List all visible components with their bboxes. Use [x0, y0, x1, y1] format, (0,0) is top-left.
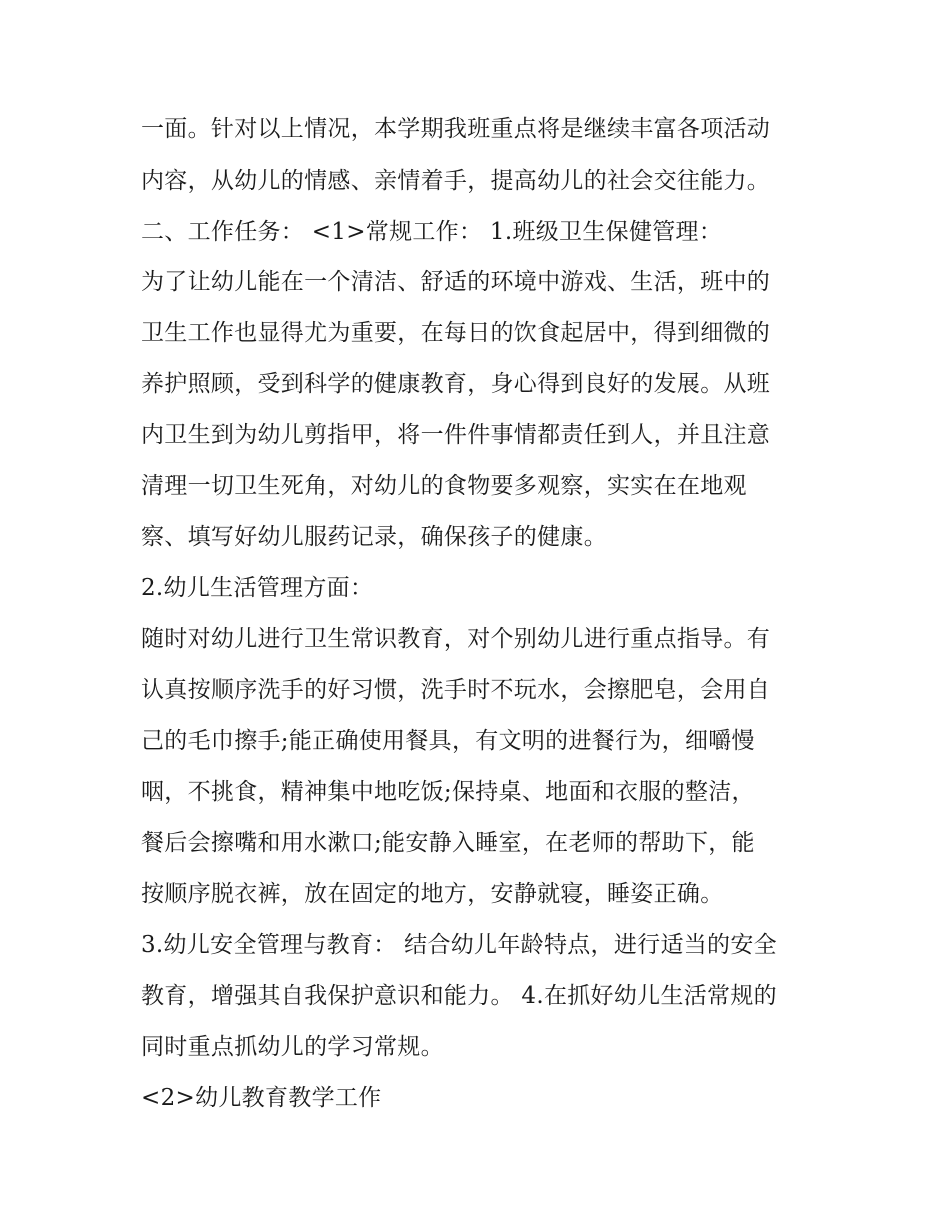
text-line: 己的毛巾擦手;能正确使用餐具，有文明的进餐行为，细嚼慢	[141, 728, 755, 754]
text-line: 养护照顾，受到科学的健康教育，身心得到良好的发展。从班	[141, 371, 771, 397]
text-line: 同时重点抓幼儿的学习常规。	[141, 1034, 444, 1060]
text-line: 清理一切卫生死角，对幼儿的食物要多观察，实实在在地观	[141, 473, 747, 499]
text-line: 为了让幼儿能在一个清洁、舒适的环境中游戏、生活，班中的	[141, 269, 771, 295]
text-line: 餐后会擦嘴和用水漱口;能安静入睡室，在老师的帮助下，能	[141, 830, 755, 856]
text-line: 内卫生到为幼儿剪指甲，将一件件事情都责任到人，并且注意	[141, 422, 771, 448]
text-line: 咽，不挑食，精神集中地吃饭;保持桌、地面和衣服的整洁，	[141, 779, 755, 805]
subsection-heading: 2.幼儿生活管理方面：	[141, 575, 374, 601]
subsection-heading: <2>幼儿教育教学工作	[141, 1085, 382, 1111]
text-line: 察、填写好幼儿服药记录，确保孩子的健康。	[141, 524, 607, 550]
text-line: 教育，增强其自我保护意识和能力。 4.在抓好幼儿生活常规的	[141, 983, 777, 1009]
section-heading: 二、工作任务： <1>常规工作： 1.班级卫生保健管理：	[141, 219, 723, 245]
text-line: 按顺序脱衣裤，放在固定的地方，安静就寝，睡姿正确。	[141, 881, 724, 907]
text-line: 3.幼儿安全管理与教育： 结合幼儿年龄特点，进行适当的安全	[141, 932, 777, 958]
text-line: 卫生工作也显得尤为重要，在每日的饮食起居中，得到细微的	[141, 320, 771, 346]
text-line: 内容，从幼儿的情感、亲情着手，提高幼儿的社会交往能力。	[141, 168, 771, 194]
text-line: 认真按顺序洗手的好习惯，洗手时不玩水，会擦肥皂，会用自	[141, 677, 771, 703]
text-line: 随时对幼儿进行卫生常识教育，对个别幼儿进行重点指导。有	[141, 626, 771, 652]
text-line: 一面。针对以上情况，本学期我班重点将是继续丰富各项活动	[141, 116, 771, 142]
